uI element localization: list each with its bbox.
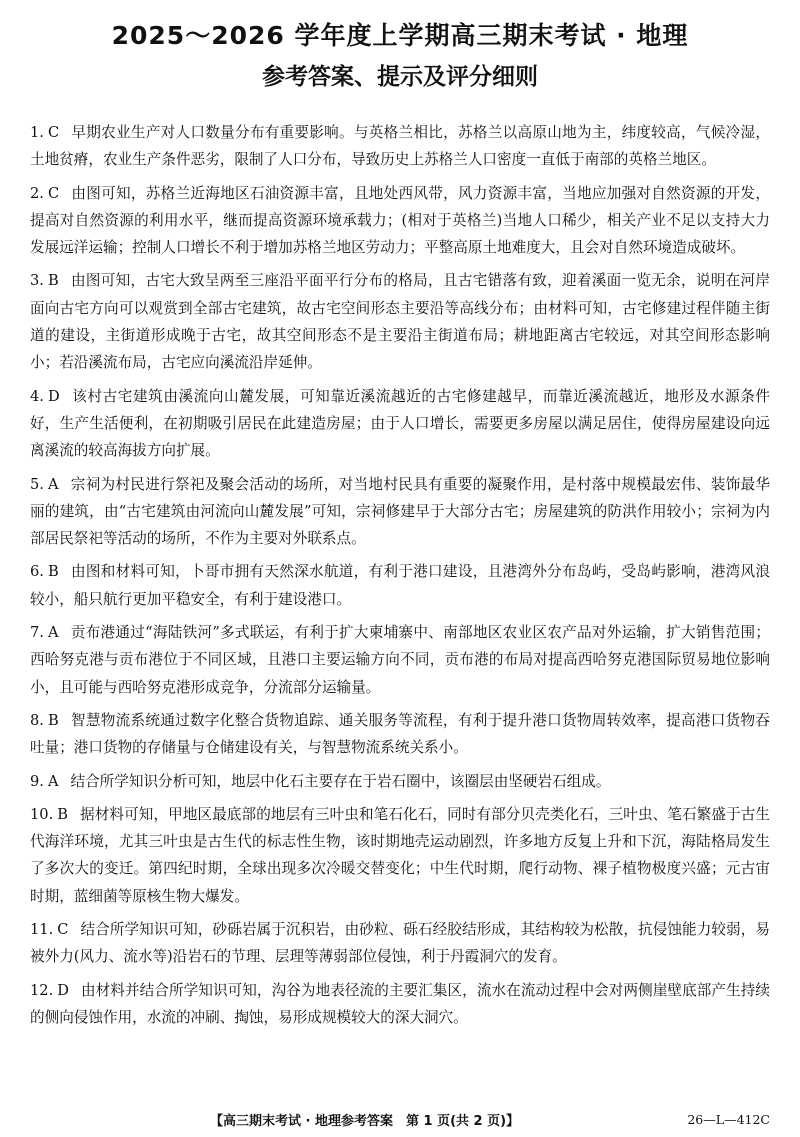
- page-footer: [0, 1110, 800, 1129]
- answer-explanation: 宗祠为村民进行祭祀及聚会活动的场所，对当地村民具有重要的凝聚作用，是村落中规模最宏伟、装饰最华丽的建筑，由“古宅建筑由河流向山麓发展”可知，宗祠修建早于大部分古宅；房屋建筑的防洪作用较小；宗祠为内部居民祭祀等活动的场所，不作为主要对外联系点。: [30, 475, 770, 548]
- answer-explanation: 贡布港通过“海陆铁河”多式联运，有利于扩大柬埔寨中、南部地区农业区农产品对外运输，扩大销售范围；西哈努克港与贡布港位于不同区域，且港口主要运输方向不同，贡布港的布局对提高西哈努克港国际贸易地位影响小，且可能与西哈努克港形成竞争，分流部分运输量。: [30, 624, 770, 696]
- answer-explanation: 由图和材料可知，卜哥市拥有天然深水航道，有利于港口建设，且港湾外分布岛屿，受岛屿影响，港湾风浪较小，船只航行更加平稳安全，有利于建设港口。: [30, 563, 770, 608]
- question-number: 3.: [30, 272, 44, 290]
- answer-explanation: 早期农业生产对人口数量分布有重要影响。与英格兰相比，苏格兰以高原山地为主，纬度较高，气候冷湿，土地贫瘠，农业生产条件恶劣，限制了人口分布，导致历史上苏格兰人口密度一直低于南部的英格兰地区。: [30, 124, 770, 169]
- answer-explanation: 结合所学知识可知，砂砾岩属于沉积岩，由砂粒、砾石经胶结形成，其结构较为松散，抗侵蚀能力较弱，易被外力(风力、流水等)沿岩石的节理、层理等薄弱部位侵蚀，利于丹霞洞穴的发育。: [30, 921, 770, 966]
- answer-item: [30, 471, 770, 553]
- question-number: 2.: [30, 184, 44, 202]
- answer-explanation: 由材料并结合所学知识可知，沟谷为地表径流的主要汇集区，流水在流动过程中会对两侧崖壁底部产生持续的侧向侵蚀作用，水流的冲刷、掏蚀，易形成规模较大的深大洞穴。: [30, 981, 770, 1026]
- question-number: 10.: [30, 805, 54, 823]
- page-title: 2025～2026 学年度上学期高三期末考试 · 地理: [111, 21, 689, 50]
- answer-item: [30, 977, 770, 1032]
- question-number: 12.: [30, 981, 54, 999]
- question-number: 5.: [30, 475, 44, 493]
- answer-choice: B: [47, 563, 59, 581]
- answer-list: [30, 119, 770, 1031]
- answer-choice: C: [47, 184, 60, 202]
- question-number: 7.: [30, 624, 44, 642]
- answer-item: [30, 801, 770, 910]
- answer-item: [30, 558, 770, 613]
- answer-item: [30, 619, 770, 701]
- answer-item: [30, 768, 770, 795]
- answer-choice: D: [57, 981, 69, 999]
- answer-choice: A: [47, 772, 59, 790]
- answer-choice: C: [47, 124, 60, 141]
- answer-explanation: 据材料可知，甲地区最底部的地层有三叶虫和笔石化石，同时有部分贝壳类化石，三叶虫、笔石繁盛于古生代海洋环境，尤其三叶虫是古生代的标志性生物，该时期地壳运动剧烈，许多地方反复上升和下沉，海陆格局发生了多次大的变迁。第四纪时期，全球出现多次冷暖交替变化；中生代时期，爬行动物、裸子植物极度兴盛；元古宙时期，蓝细菌等原核生物大爆发。: [30, 805, 770, 905]
- question-number: 6.: [30, 563, 44, 581]
- question-number: 11.: [30, 921, 54, 939]
- page-subtitle: 参考答案、提示及评分细则: [262, 64, 538, 90]
- answer-explanation: 智慧物流系统通过数字化整合货物追踪、通关服务等流程，有利于提升港口货物周转效率，提高港口货物吞吐量；港口货物的存储量与仓储建设有关，与智慧物流系统关系小。: [30, 711, 770, 757]
- question-number: 1.: [30, 124, 44, 141]
- answer-item: [30, 180, 770, 262]
- answer-explanation: 结合所学知识分析可知，地层中化石主要存在于岩石圈中，该圈层由坚硬岩石组成。: [70, 772, 611, 790]
- answer-item: [30, 383, 770, 465]
- answer-choice: A: [47, 475, 59, 493]
- answer-choice: C: [57, 921, 69, 939]
- footer-label: 【高三期末考试 · 地理参考答案 第 1 页(共 2 页)】: [210, 1114, 520, 1129]
- footer-code: 26—L—412C: [687, 1112, 770, 1127]
- answer-item: [30, 119, 770, 174]
- answer-item: [30, 707, 770, 762]
- answer-explanation: 由图可知，古宅大致呈两至三座沿平面平行分布的格局，且古宅错落有致，迎着溪面一览无余，说明在河岸面向古宅方向可以观赏到全部古宅建筑，故古宅空间形态主要沿等高线分布；由材料可知，古宅修建过程伴随主街道的建设，主街道形成晚于古宅，故其空间形态不是主要沿主街道布局；耕地距离古宅较远，对其空间形态影响小；若沿溪流布局，古宅应向溪流沿岸延伸。: [30, 272, 770, 372]
- answer-choice: B: [57, 805, 68, 823]
- answer-choice: B: [47, 272, 59, 290]
- answer-explanation: 由图可知，苏格兰近海地区石油资源丰富，且地处西风带，风力资源丰富，当地应加强对自然资源的开发，提高对自然资源的利用水平，继而提高资源环境承载力；(相对于英格兰)当地人口稀少，相关产业不足以支持大力发展远洋运输；控制人口增长不利于增加苏格兰地区劳动力；平整高原土地难度大，且会对自然环境造成破坏。: [30, 184, 770, 257]
- answer-choice: D: [47, 387, 60, 405]
- question-number: 4.: [30, 387, 44, 405]
- question-number: 9.: [30, 772, 44, 790]
- answer-explanation: 该村古宅建筑由溪流向山麓发展，可知靠近溪流越近的古宅修建越早，而靠近溪流越近，地形及水源条件好，生产生活便利，在初期吸引居民在此建造房屋；由于人口增长，需要更多房屋以满足居住，使得房屋建设向远离溪流的较高海拔方向扩展。: [30, 387, 770, 460]
- answer-item: [30, 267, 770, 376]
- question-number: 8.: [30, 711, 44, 729]
- answer-choice: A: [47, 624, 59, 642]
- answer-choice: B: [47, 711, 59, 729]
- answer-item: [30, 916, 770, 971]
